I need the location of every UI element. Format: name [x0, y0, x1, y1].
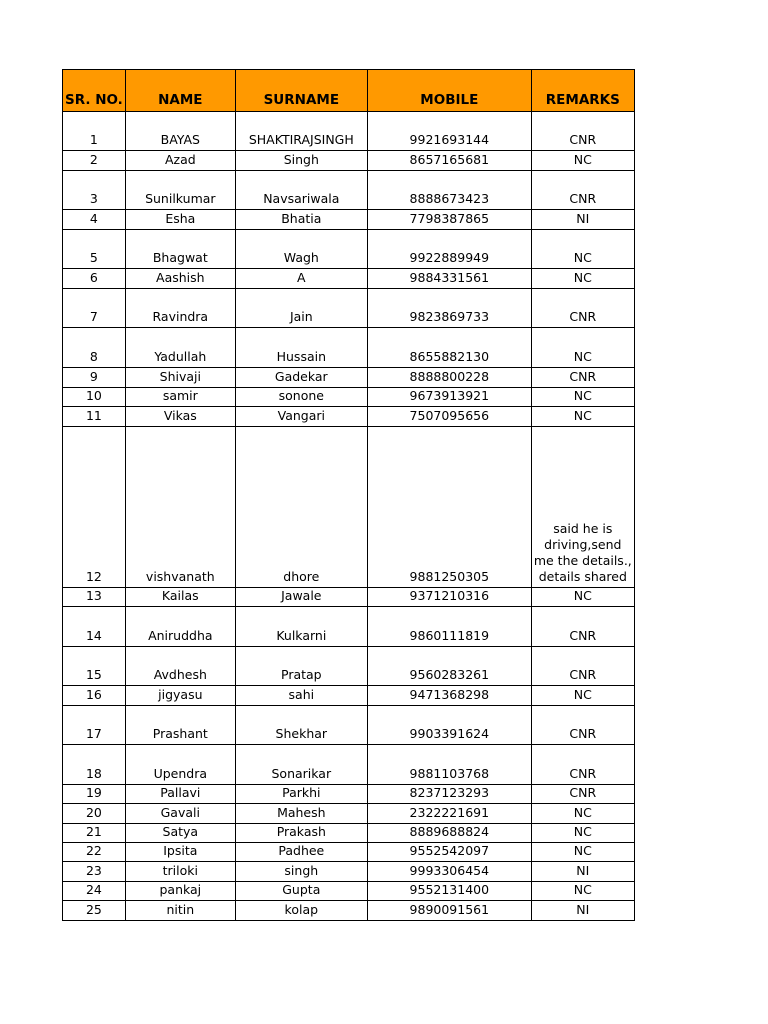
- cell-name: pankaj: [125, 882, 235, 901]
- cell-sr: 2: [63, 151, 126, 171]
- cell-sr: 14: [63, 607, 126, 647]
- cell-sr: 3: [63, 171, 126, 210]
- header-remarks: REMARKS: [531, 70, 634, 112]
- cell-name: Satya: [125, 824, 235, 843]
- cell-name: Upendra: [125, 745, 235, 785]
- cell-remarks: CNR: [531, 647, 634, 686]
- cell-remarks: NC: [531, 328, 634, 368]
- cell-name: Esha: [125, 210, 235, 230]
- cell-surname: Vangari: [235, 407, 367, 427]
- table-row: [63, 269, 635, 289]
- table-row: [63, 647, 635, 686]
- table-row: [63, 901, 635, 921]
- cell-remarks: CNR: [531, 607, 634, 647]
- cell-remarks: said he is driving,send me the details., details shared: [531, 427, 634, 588]
- cell-name: Aashish: [125, 269, 235, 289]
- table-row: [63, 785, 635, 804]
- table-row: [63, 388, 635, 407]
- table-row: [63, 686, 635, 706]
- cell-remarks: NC: [531, 843, 634, 862]
- table-row: [63, 427, 635, 588]
- cell-mobile: 9471368298: [367, 686, 531, 706]
- table-row: [63, 230, 635, 269]
- cell-sr: 19: [63, 785, 126, 804]
- cell-remarks: NC: [531, 388, 634, 407]
- cell-name: BAYAS: [125, 112, 235, 151]
- cell-remarks: NC: [531, 407, 634, 427]
- cell-name: Ipsita: [125, 843, 235, 862]
- cell-remarks: NI: [531, 210, 634, 230]
- table-row: [63, 706, 635, 745]
- cell-mobile: 9552542097: [367, 843, 531, 862]
- cell-name: Kailas: [125, 588, 235, 607]
- cell-surname: Wagh: [235, 230, 367, 269]
- cell-surname: Singh: [235, 151, 367, 171]
- cell-remarks: NC: [531, 230, 634, 269]
- cell-name: Azad: [125, 151, 235, 171]
- cell-remarks: NC: [531, 269, 634, 289]
- table-row: [63, 407, 635, 427]
- cell-name: jigyasu: [125, 686, 235, 706]
- cell-sr: 9: [63, 368, 126, 388]
- cell-mobile: 8888673423: [367, 171, 531, 210]
- cell-name: nitin: [125, 901, 235, 921]
- cell-surname: Mahesh: [235, 804, 367, 824]
- table-body: [63, 112, 635, 921]
- cell-sr: 12: [63, 427, 126, 588]
- cell-name: Pallavi: [125, 785, 235, 804]
- cell-surname: Gupta: [235, 882, 367, 901]
- cell-mobile: 9881103768: [367, 745, 531, 785]
- cell-surname: Navsariwala: [235, 171, 367, 210]
- cell-name: Shivaji: [125, 368, 235, 388]
- cell-surname: Pratap: [235, 647, 367, 686]
- cell-mobile: 8888800228: [367, 368, 531, 388]
- cell-mobile: 9921693144: [367, 112, 531, 151]
- cell-mobile: 9371210316: [367, 588, 531, 607]
- cell-mobile: 2322221691: [367, 804, 531, 824]
- cell-sr: 7: [63, 289, 126, 328]
- cell-name: Vikas: [125, 407, 235, 427]
- header-name: NAME: [125, 70, 235, 112]
- cell-surname: Bhatia: [235, 210, 367, 230]
- cell-remarks: NI: [531, 901, 634, 921]
- contacts-table: [62, 69, 635, 921]
- cell-surname: Parkhi: [235, 785, 367, 804]
- cell-mobile: 8657165681: [367, 151, 531, 171]
- cell-remarks: NC: [531, 686, 634, 706]
- table-row: [63, 588, 635, 607]
- header-surname: SURNAME: [235, 70, 367, 112]
- cell-surname: kolap: [235, 901, 367, 921]
- cell-name: Sunilkumar: [125, 171, 235, 210]
- cell-remarks: CNR: [531, 706, 634, 745]
- cell-name: vishvanath: [125, 427, 235, 588]
- cell-remarks: CNR: [531, 171, 634, 210]
- cell-mobile: 9860111819: [367, 607, 531, 647]
- cell-surname: Gadekar: [235, 368, 367, 388]
- cell-mobile: 9673913921: [367, 388, 531, 407]
- table-row: [63, 862, 635, 882]
- cell-sr: 17: [63, 706, 126, 745]
- cell-remarks: NC: [531, 151, 634, 171]
- cell-sr: 22: [63, 843, 126, 862]
- cell-surname: Shekhar: [235, 706, 367, 745]
- header-mobile: MOBILE: [367, 70, 531, 112]
- table-row: [63, 151, 635, 171]
- cell-remarks: CNR: [531, 289, 634, 328]
- table-row: [63, 804, 635, 824]
- cell-sr: 8: [63, 328, 126, 368]
- cell-remarks: NI: [531, 862, 634, 882]
- cell-surname: Padhee: [235, 843, 367, 862]
- cell-name: samir: [125, 388, 235, 407]
- table-row: [63, 368, 635, 388]
- cell-mobile: 9823869733: [367, 289, 531, 328]
- cell-remarks: NC: [531, 882, 634, 901]
- cell-sr: 11: [63, 407, 126, 427]
- cell-name: Bhagwat: [125, 230, 235, 269]
- cell-mobile: 9552131400: [367, 882, 531, 901]
- table-row: [63, 210, 635, 230]
- cell-mobile: 9922889949: [367, 230, 531, 269]
- header-sr-no: SR. NO.: [63, 70, 126, 112]
- cell-mobile: 9884331561: [367, 269, 531, 289]
- cell-mobile: 9881250305: [367, 427, 531, 588]
- cell-mobile: 9903391624: [367, 706, 531, 745]
- cell-surname: singh: [235, 862, 367, 882]
- cell-name: Avdhesh: [125, 647, 235, 686]
- table-row: [63, 112, 635, 151]
- cell-surname: Prakash: [235, 824, 367, 843]
- cell-name: Gavali: [125, 804, 235, 824]
- cell-mobile: 9890091561: [367, 901, 531, 921]
- cell-sr: 21: [63, 824, 126, 843]
- cell-sr: 4: [63, 210, 126, 230]
- table-header: [63, 70, 635, 112]
- cell-name: Prashant: [125, 706, 235, 745]
- cell-mobile: 8889688824: [367, 824, 531, 843]
- cell-surname: Hussain: [235, 328, 367, 368]
- table-row: [63, 328, 635, 368]
- table-row: [63, 843, 635, 862]
- cell-surname: sahi: [235, 686, 367, 706]
- cell-sr: 23: [63, 862, 126, 882]
- cell-mobile: 9993306454: [367, 862, 531, 882]
- cell-remarks: CNR: [531, 745, 634, 785]
- cell-name: Ravindra: [125, 289, 235, 328]
- cell-sr: 5: [63, 230, 126, 269]
- cell-name: Yadullah: [125, 328, 235, 368]
- cell-sr: 16: [63, 686, 126, 706]
- cell-mobile: 9560283261: [367, 647, 531, 686]
- cell-surname: sonone: [235, 388, 367, 407]
- header-row: [63, 70, 635, 112]
- cell-surname: Kulkarni: [235, 607, 367, 647]
- cell-surname: Jawale: [235, 588, 367, 607]
- cell-remarks: CNR: [531, 112, 634, 151]
- cell-sr: 1: [63, 112, 126, 151]
- cell-remarks: CNR: [531, 368, 634, 388]
- cell-sr: 18: [63, 745, 126, 785]
- cell-mobile: 8237123293: [367, 785, 531, 804]
- cell-remarks: NC: [531, 824, 634, 843]
- cell-sr: 6: [63, 269, 126, 289]
- cell-sr: 10: [63, 388, 126, 407]
- cell-mobile: 8655882130: [367, 328, 531, 368]
- cell-sr: 15: [63, 647, 126, 686]
- table-row: [63, 289, 635, 328]
- table-row: [63, 882, 635, 901]
- table-row: [63, 171, 635, 210]
- table-row: [63, 607, 635, 647]
- cell-surname: SHAKTIRAJSINGH: [235, 112, 367, 151]
- cell-surname: Sonarikar: [235, 745, 367, 785]
- cell-surname: Jain: [235, 289, 367, 328]
- cell-name: triloki: [125, 862, 235, 882]
- cell-mobile: 7798387865: [367, 210, 531, 230]
- cell-surname: A: [235, 269, 367, 289]
- cell-remarks: NC: [531, 804, 634, 824]
- cell-name: Aniruddha: [125, 607, 235, 647]
- cell-sr: 13: [63, 588, 126, 607]
- cell-surname: dhore: [235, 427, 367, 588]
- cell-mobile: 7507095656: [367, 407, 531, 427]
- cell-sr: 24: [63, 882, 126, 901]
- cell-remarks: CNR: [531, 785, 634, 804]
- cell-sr: 20: [63, 804, 126, 824]
- cell-remarks: NC: [531, 588, 634, 607]
- table-row: [63, 824, 635, 843]
- cell-sr: 25: [63, 901, 126, 921]
- table-row: [63, 745, 635, 785]
